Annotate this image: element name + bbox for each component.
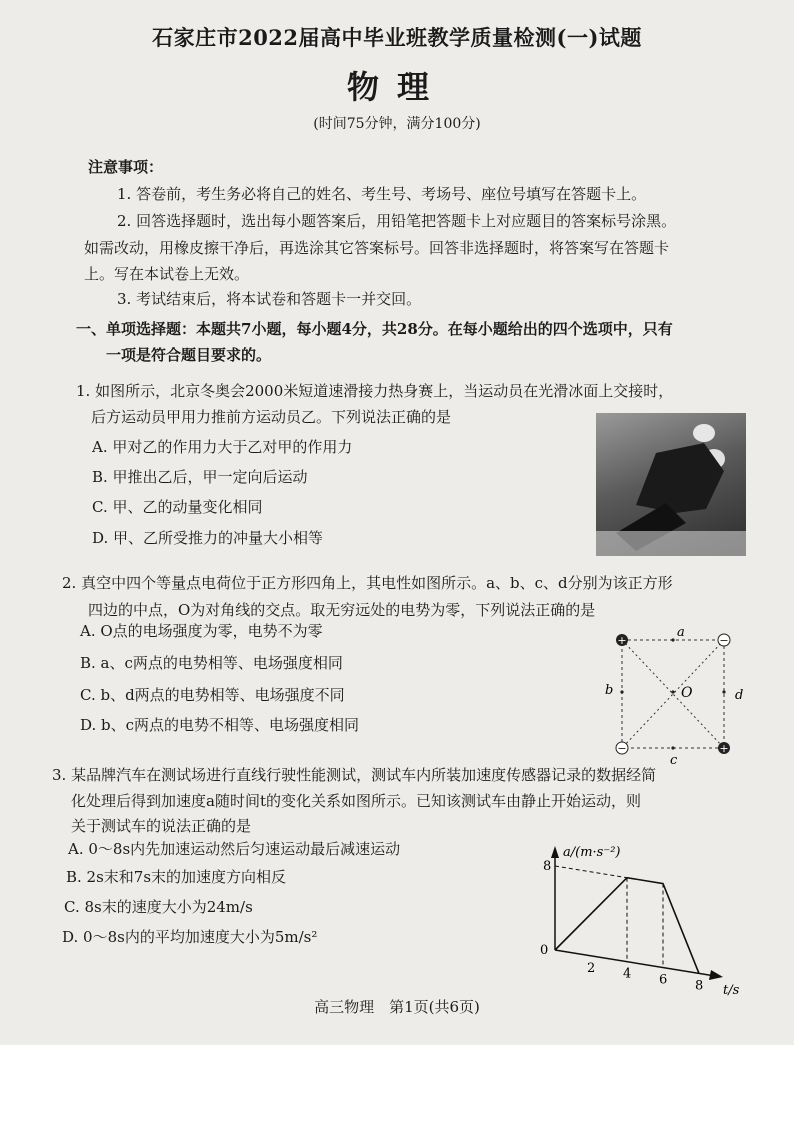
x-tick-6: 6 [659, 972, 668, 988]
y-tick-8: 8 [543, 859, 552, 874]
point-o [671, 690, 674, 693]
q3-option-c: C. 8s末的速度大小为24m/s [64, 898, 253, 916]
q3-option-d: D. 0～8s内的平均加速度大小为5m/s² [62, 928, 318, 946]
section-heading-cont: 一项是符合题目要求的。 [106, 346, 272, 364]
notice-item-3: 3. 考试结束后，将本试卷和答题卡一并交回。 [117, 290, 422, 308]
q3-stem-end: 关于测试车的说法正确的是 [71, 817, 252, 835]
point-c [671, 746, 674, 749]
notice-item-2: 2. 回答选择题时，选出每小题答案后，用铅笔把答题卡上对应题目的答案标号涂黑。 [117, 212, 677, 230]
charge-top-left-sign: + [617, 634, 627, 647]
skater-photo [596, 413, 746, 556]
q2-option-c: C. b、d两点的电势相等、电场强度不同 [80, 686, 345, 704]
q2-option-d: D. b、c两点的电势不相等、电场强度相同 [80, 716, 360, 734]
q2-stem-cont: 四边的中点，O为对角线的交点。取无穷远处的电势为零，下列说法正确的是 [88, 601, 596, 619]
q3-option-b: B. 2s末和7s末的加速度方向相反 [66, 868, 287, 886]
q1-option-c: C. 甲、乙的动量变化相同 [92, 498, 263, 516]
label-b: b [605, 683, 614, 698]
ref-line-a8 [555, 866, 627, 878]
notice-item-2-end: 上。写在本试卷上无效。 [84, 265, 250, 283]
label-o: O [681, 685, 693, 701]
y-axis-arrow [551, 846, 559, 858]
q3-stem: 3. 某品牌汽车在测试场进行直线行驶性能测试，测试车内所装加速度传感器记录的数据经简 [52, 766, 657, 784]
charge-bottom-left-sign: − [617, 742, 627, 755]
q3-stem-cont: 化处理后得到加速度a随时间t的变化关系如图所示。已知该测试车由静止开始运动，则 [71, 792, 641, 810]
x-axis-label: t/s [723, 983, 740, 998]
section-heading: 一、单项选择题：本题共7小题，每小题4分，共28分。在每小题给出的四个选项中，只有 [76, 320, 673, 338]
q3-option-a: A. 0～8s内先加速运动然后匀速运动最后减速运动 [68, 840, 401, 858]
exam-title: 石家庄市2022届高中毕业班教学质量检测(一)试题 [152, 25, 642, 50]
point-b [620, 690, 623, 693]
q1-stem-cont: 后方运动员甲用力推前方运动员乙。下列说法正确的是 [91, 408, 452, 426]
x-tick-8: 8 [695, 978, 704, 994]
q1-option-d: D. 甲、乙所受推力的冲量大小相等 [92, 529, 324, 547]
y-axis-label: a/(m·s⁻²) [563, 845, 621, 860]
label-c: c [670, 753, 678, 764]
point-d [722, 690, 725, 693]
notice-heading: 注意事项： [88, 158, 164, 176]
subject-title: 物理 [346, 68, 447, 106]
q1-option-b: B. 甲推出乙后，甲一定向后运动 [92, 468, 308, 486]
skater-silhouettes [596, 413, 746, 556]
charge-square-diagram [600, 622, 760, 764]
charge-top-right-sign: − [719, 634, 729, 647]
charge-bottom-right-sign: + [719, 742, 729, 755]
page-footer: 高三物理 第1页(共6页) [314, 998, 480, 1016]
y-tick-0: 0 [540, 943, 549, 958]
chart-marks [555, 866, 703, 993]
q2-option-b: B. a、c两点的电势相等、电场强度相同 [80, 654, 343, 672]
q1-stem: 1. 如图所示，北京冬奥会2000米短道速滑接力热身赛上，当运动员在光滑冰面上交接时， [76, 382, 674, 400]
label-d: d [735, 688, 744, 703]
q2-stem: 2. 真空中四个等量点电荷位于正方形四角上，其电性如图所示。a、b、c、d分别为该正方形 [62, 574, 673, 592]
point-a [671, 638, 674, 641]
q1-option-a: A. 甲对乙的作用力大于乙对甲的作用力 [92, 438, 353, 456]
notice-item-1: 1. 答卷前，考生务必将自己的姓名、考生号、考场号、座位号填写在答题卡上。 [117, 185, 647, 203]
x-tick-2: 2 [587, 960, 596, 976]
q2-option-a: A. O点的电场强度为零，电势不为零 [80, 622, 323, 640]
notice-item-2-cont: 如需改动，用橡皮擦干净后，再选涂其它答案标号。回答非选择题时，将答案写在答题卡 [84, 239, 670, 257]
exam-info: (时间75分钟，满分100分) [313, 116, 481, 132]
x-axis-arrow [709, 970, 723, 980]
acceleration-time-chart [535, 842, 775, 1002]
label-a: a [677, 625, 685, 640]
x-tick-4: 4 [623, 966, 632, 982]
